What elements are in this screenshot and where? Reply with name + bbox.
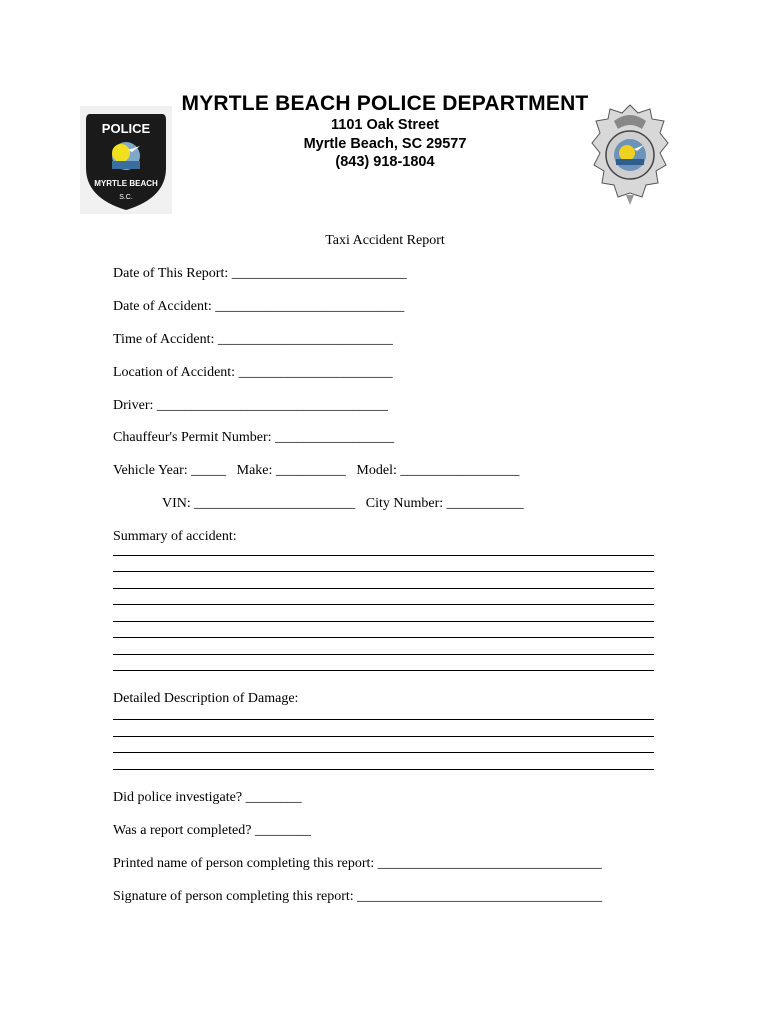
report-completed-field[interactable]: Was a report completed? ________ [113, 823, 311, 838]
date-of-accident-field[interactable]: Date of Accident: ___________________________ [113, 299, 405, 314]
driver-field[interactable]: Driver: _________________________________ [113, 398, 388, 413]
summary-line[interactable] [113, 555, 654, 556]
summary-line[interactable] [113, 621, 654, 622]
printed-name-field[interactable]: Printed name of person completing this report: ________________________________ [113, 856, 602, 871]
summary-line[interactable] [113, 588, 654, 589]
location-of-accident-field[interactable]: Location of Accident: ______________________ [113, 365, 393, 380]
vehicle-info-fields[interactable]: Vehicle Year: _____ Make: __________ Model: _________________ [113, 463, 520, 478]
summary-line[interactable] [113, 670, 654, 671]
summary-line[interactable] [113, 637, 654, 638]
address-street: 1101 Oak Street [330, 117, 440, 133]
vin-city-number-fields[interactable]: VIN: _______________________ City Number: ___________ [162, 496, 524, 511]
date-of-report-field[interactable]: Date of This Report: _________________________ [113, 266, 407, 281]
damage-line[interactable] [113, 769, 654, 770]
patch-state-text: S.C. [119, 194, 133, 201]
damage-label: Detailed Description of Damage: [113, 691, 299, 706]
address-city: Myrtle Beach, SC 29577 [303, 136, 467, 152]
summary-line[interactable] [113, 654, 654, 655]
department-name: MYRTLE BEACH POLICE DEPARTMENT [181, 92, 589, 115]
police-investigate-field[interactable]: Did police investigate? ________ [113, 790, 302, 805]
chauffeur-permit-field[interactable]: Chauffeur's Permit Number: _________________ [113, 430, 395, 445]
summary-label: Summary of accident: [113, 529, 237, 544]
form-title: Taxi Accident Report [325, 233, 445, 248]
time-of-accident-field[interactable]: Time of Accident: _________________________ [113, 332, 393, 347]
phone-number: (843) 918-1804 [335, 154, 435, 170]
patch-city-text: MYRTLE BEACH [94, 179, 158, 188]
damage-line[interactable] [113, 736, 654, 737]
summary-line[interactable] [113, 604, 654, 605]
patch-police-text: POLICE [101, 121, 151, 136]
summary-line[interactable] [113, 571, 654, 572]
damage-line[interactable] [113, 719, 654, 720]
damage-line[interactable] [113, 752, 654, 753]
signature-field[interactable]: Signature of person completing this report: ___________________________________ [113, 889, 603, 904]
